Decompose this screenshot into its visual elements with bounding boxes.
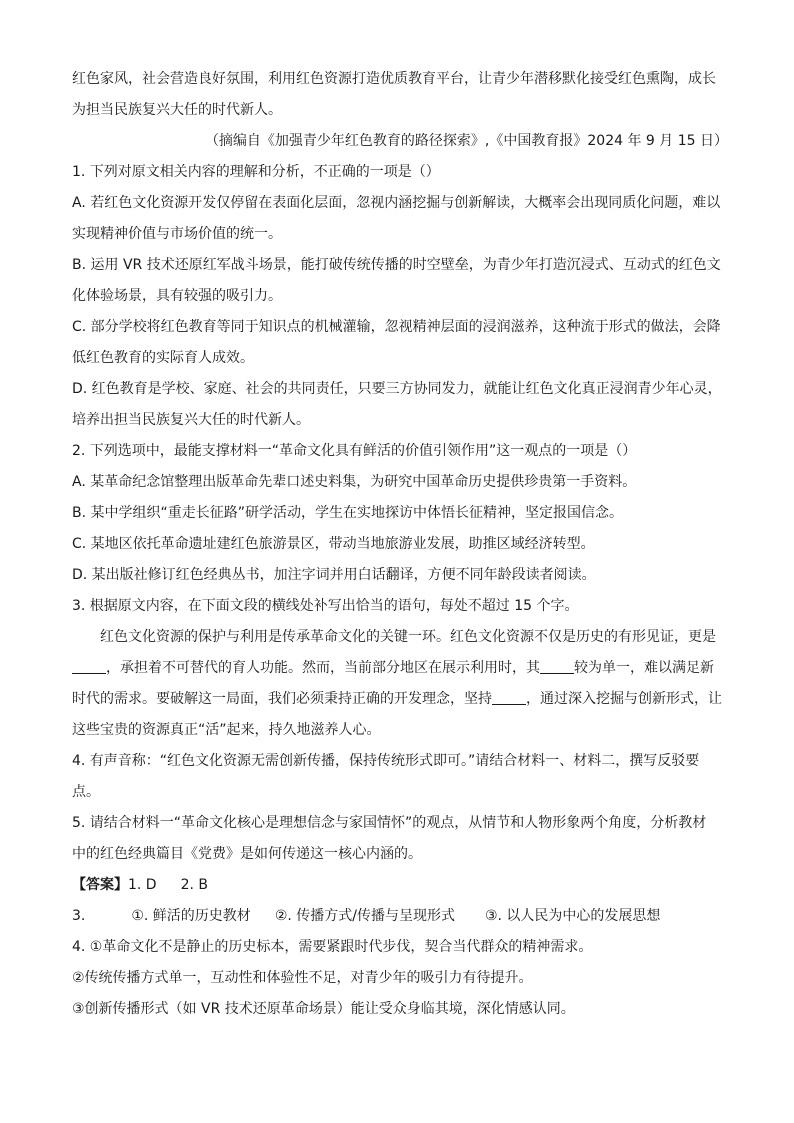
fill-blank-2[interactable] <box>540 659 574 674</box>
fill-blank-1[interactable] <box>72 659 106 674</box>
q1-option-d-line-2: 培养出担当民族复兴大任的时代新人。 <box>72 412 310 428</box>
q2-option-b: B. 某中学组织“重走长征路”研学活动，学生在实地探访中体悟长征精神，坚定报国信念。 <box>72 505 624 521</box>
answer-4-point-1: 4. ①革命文化不是静止的历史标本，需要紧跟时代步伐，契合当代群众的精神需求。 <box>72 939 593 955</box>
intro-line-2: 为担当民族复兴大任的时代新人。 <box>72 102 282 118</box>
q2-option-d: D. 某出版社修订红色经典丛书，加注字词并用白话翻译，方便不同年龄段读者阅读。 <box>72 567 596 583</box>
q3-passage-line-3 <box>72 684 734 715</box>
question-2-stem: 2. 下列选项中，最能支撑材料一“革命文化具有鲜活的价值引领作用”这一观点的一项是（） <box>72 443 637 459</box>
q2-option-a: A. 某革命纪念馆整理出版革命先辈口述史料集，为研究中国革命历史提供珍贵第一手资料。 <box>72 474 637 490</box>
answer-4-point-3: ③创新传播形式（如 VR 技术还原革命场景）能让受众身临其境，深化情感认同。 <box>72 1001 575 1017</box>
question-5-line-1: 5. 请结合材料一“革命文化核心是理想信念与家国情怀”的观点，从情节和人物形象两个角度，分析教材 <box>72 815 707 831</box>
question-4-line-2: 点。 <box>72 784 100 800</box>
question-5-line-2: 中的红色经典篇目《党费》是如何传递这一核心内涵的。 <box>72 846 422 862</box>
q3-passage-line-1: 红色文化资源的保护与利用是传承革命文化的关键一环。红色文化资源不仅是历史的有形见证，更是 <box>100 629 716 645</box>
answer-label: 【答案】 <box>72 877 128 893</box>
q1-option-c-line-2: 低红色教育的实际育人成效。 <box>72 350 254 366</box>
q3-passage-text: ，通过深入挖掘与创新形式，让 <box>526 691 722 707</box>
answer-3-blank-2: ②. 传播方式/传播与呈现形式 <box>274 908 455 924</box>
answer-line-3 <box>72 901 734 932</box>
answer-3-blank-3: ③. 以人民为中心的发展思想 <box>484 908 661 924</box>
answer-line-1-2 <box>72 870 734 901</box>
q3-passage-text: 时代的需求。要破解这一局面，我们必须秉持正确的开发理念，坚持 <box>72 691 492 707</box>
answer-4-point-2: ②传统传播方式单一，互动性和体验性不足，对青少年的吸引力有待提升。 <box>72 970 533 986</box>
q1-option-b-line-2: 化体验场景，具有较强的吸引力。 <box>72 288 282 304</box>
intro-line-1: 红色家风，社会营造良好氛围，利用红色资源打造优质教育平台，让青少年潜移默化接受红色熏陶，成长 <box>72 71 716 87</box>
question-3-stem: 3. 根据原文内容，在下面文段的横线处补写出恰当的语句，每处不超过 15 个字。 <box>72 598 579 614</box>
answer-1: 1. D <box>128 877 157 893</box>
q1-option-a-line-1: A. 若红色文化资源开发仅停留在表面化层面，忽视内涵挖掘与创新解读，大概率会出现同质化问题，难以 <box>72 195 721 211</box>
answer-2: 2. B <box>180 877 209 893</box>
q3-passage-line-4: 这些宝贵的资源真正“活”起来，持久地滋养人心。 <box>72 722 381 738</box>
answer-3-number: 3. <box>72 908 86 924</box>
q1-option-a-line-2: 实现精神价值与市场价值的统一。 <box>72 226 282 242</box>
q3-passage-text: 较为单一，难以满足新 <box>574 660 714 676</box>
q1-option-b-line-1: B. 运用 VR 技术还原红军战斗场景，能打破传统传播的时空壁垒，为青少年打造沉浸式、互动式的红色文 <box>72 257 721 273</box>
q2-option-c: C. 某地区依托革命遗址建红色旅游景区，带动当地旅游业发展，助推区域经济转型。 <box>72 536 595 552</box>
q1-option-c-line-1: C. 部分学校将红色教育等同于知识点的机械灌输，忽视精神层面的浸润滋养，这种流于形式的做法，会降 <box>72 319 721 335</box>
q3-passage-line-2 <box>72 653 734 684</box>
question-1-stem: 1. 下列对原文相关内容的理解和分析，不正确的一项是（） <box>72 164 440 180</box>
q3-passage-text: ，承担着不可替代的育人功能。然而，当前部分地区在展示利用时，其 <box>106 660 540 676</box>
source-citation: （摘编自《加强青少年红色教育的路径探索》,《中国教育报》2024 年 9 月 15 日） <box>204 133 728 149</box>
fill-blank-3[interactable] <box>492 690 526 705</box>
q1-option-d-line-1: D. 红色教育是学校、家庭、社会的共同责任，只要三方协同发力，就能让红色文化真正浸润青少年心灵， <box>72 381 722 397</box>
question-4-line-1: 4. 有声音称：“红色文化资源无需创新传播，保持传统形式即可。”请结合材料一、材料二，撰写反驳要 <box>72 753 700 769</box>
answer-3-blank-1: ①. 鲜活的历史教材 <box>131 908 251 924</box>
